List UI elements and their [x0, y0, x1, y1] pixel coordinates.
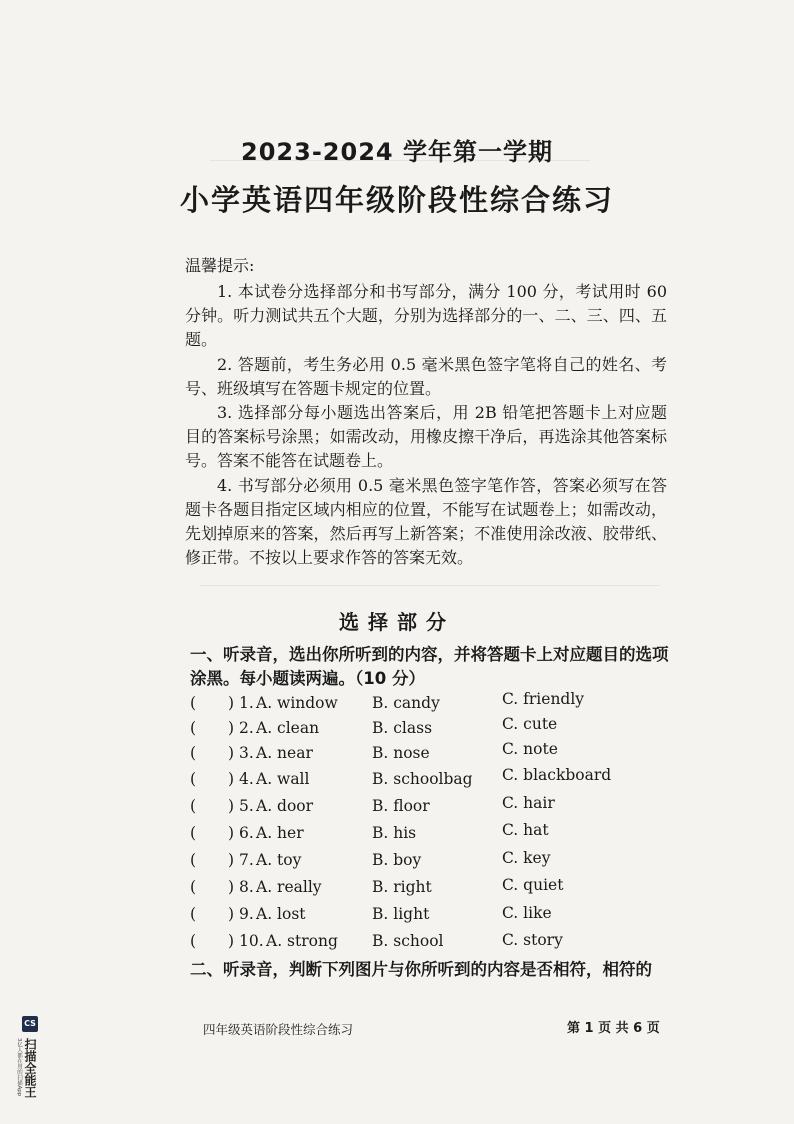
option-c: C. story — [502, 931, 563, 949]
option-b: B. class — [372, 719, 433, 737]
part1-instruction: 一、听录音，选出你所听到的内容，并将答题卡上对应题目的选项涂黑。每小题读两遍。（10 分） — [190, 645, 669, 688]
question-number: ) 4. — [228, 770, 254, 788]
scanner-name: 扫描全能王 — [23, 1038, 37, 1098]
option-c: C. blackboard — [502, 766, 612, 784]
footer-exam-name: 四年级英语阶段性综合练习 — [203, 1022, 354, 1037]
option-a: A. wall — [256, 770, 310, 788]
notice-heading: 温馨提示: — [185, 256, 255, 275]
question-number: ) 1. — [228, 694, 254, 712]
question-row — [190, 740, 660, 768]
question-row — [190, 878, 660, 902]
option-a: A. near — [256, 744, 313, 762]
section-title: 选择部分 — [339, 610, 455, 634]
question-number: ) 3. — [228, 744, 254, 762]
question-number: ) 5. — [228, 797, 254, 815]
term-heading: 2023-2024 学年第一学期 — [241, 138, 553, 166]
scanner-tagline: 3亿人都在用的扫描App — [16, 1038, 22, 1097]
question-number: ) 9. — [228, 905, 254, 923]
scanner-watermark — [12, 1016, 46, 1116]
option-c: C. friendly — [502, 690, 585, 708]
option-b: B. nose — [372, 744, 430, 762]
notice-item: 2. 答题前，考生务必用 0.5 毫米黑色签字笔将自己的姓名、考号、班级填写在答题卡规定的位置。 — [185, 354, 667, 398]
notice-item: 4. 书写部分必须用 0.5 毫米黑色签字笔作答，答案必须写在答题卡各题目指定区域内相应的位置，不能写在试题卷上；如需改动，先划掉原来的答案，然后再写上新答案；不准使用涂改液、胶带纸、修正带。不按以上要求作答的答案无效。 — [185, 475, 667, 568]
option-b: B. right — [372, 878, 432, 896]
answer-paren: ( — [190, 851, 197, 869]
answer-paren: ( — [190, 744, 197, 762]
page-number: 第 1 页 共 6 页 — [567, 1021, 660, 1036]
option-a: A. clean — [256, 719, 320, 737]
answer-paren: ( — [190, 770, 197, 788]
option-c: C. key — [502, 849, 551, 867]
answer-paren: ( — [190, 932, 197, 950]
option-a: A. window — [256, 694, 338, 712]
option-c: C. cute — [502, 715, 558, 733]
question-row — [190, 794, 660, 821]
question-row — [190, 932, 660, 956]
option-b: B. floor — [372, 797, 430, 815]
option-a: A. door — [256, 797, 314, 815]
question-number: ) 7. — [228, 851, 254, 869]
answer-paren: ( — [190, 824, 197, 842]
question-row — [190, 851, 660, 875]
question-number: ) 6. — [228, 824, 254, 842]
option-c: C. like — [502, 904, 552, 922]
option-c: C. hat — [502, 821, 549, 839]
answer-paren: ( — [190, 878, 197, 896]
option-a: A. really — [256, 878, 322, 896]
answer-paren: ( — [190, 905, 197, 923]
exam-title: 小学英语四年级阶段性综合练习 — [179, 183, 614, 217]
question-number: ) 8. — [228, 878, 254, 896]
option-b: B. school — [372, 932, 444, 950]
option-b: B. boy — [372, 851, 422, 869]
part2-instruction: 二、听录音，判断下列图片与你所听到的内容是否相符，相符的 — [190, 960, 652, 979]
notice-item: 1. 本试卷分选择部分和书写部分，满分 100 分，考试用时 60 分钟。听力测试共五个大题，分别为选择部分的一、二、三、四、五题。 — [185, 282, 667, 350]
option-b: B. light — [372, 905, 430, 923]
option-a: A. her — [256, 824, 304, 842]
notice-list — [185, 280, 667, 570]
notice-item: 3. 选择部分每小题选出答案后，用 2B 铅笔把答题卡上对应题目的答案标号涂黑；如需改动，用橡皮擦干净后，再选涂其他答案标号。答案不能答在试题卷上。 — [185, 403, 667, 471]
answer-paren: ( — [190, 719, 197, 737]
option-b: B. schoolbag — [372, 770, 473, 788]
option-c: C. quiet — [502, 876, 564, 894]
question-row — [190, 905, 660, 929]
option-a: A. lost — [256, 905, 306, 923]
question-number: ) 2. — [228, 719, 254, 737]
question-row — [190, 690, 660, 718]
answer-paren: ( — [190, 694, 197, 712]
answer-paren: ( — [190, 797, 197, 815]
question-row — [190, 715, 660, 743]
option-a: A. strong — [266, 932, 338, 950]
option-a: A. toy — [256, 851, 302, 869]
option-c: C. hair — [502, 794, 555, 812]
option-b: B. candy — [372, 694, 440, 712]
question-row — [190, 821, 660, 848]
question-row — [190, 766, 660, 794]
scanner-logo-icon: CS — [22, 1016, 38, 1032]
scan-artifact-line — [200, 585, 660, 586]
option-c: C. note — [502, 740, 558, 758]
question-number: ) 10. — [228, 932, 264, 950]
option-b: B. his — [372, 824, 417, 842]
